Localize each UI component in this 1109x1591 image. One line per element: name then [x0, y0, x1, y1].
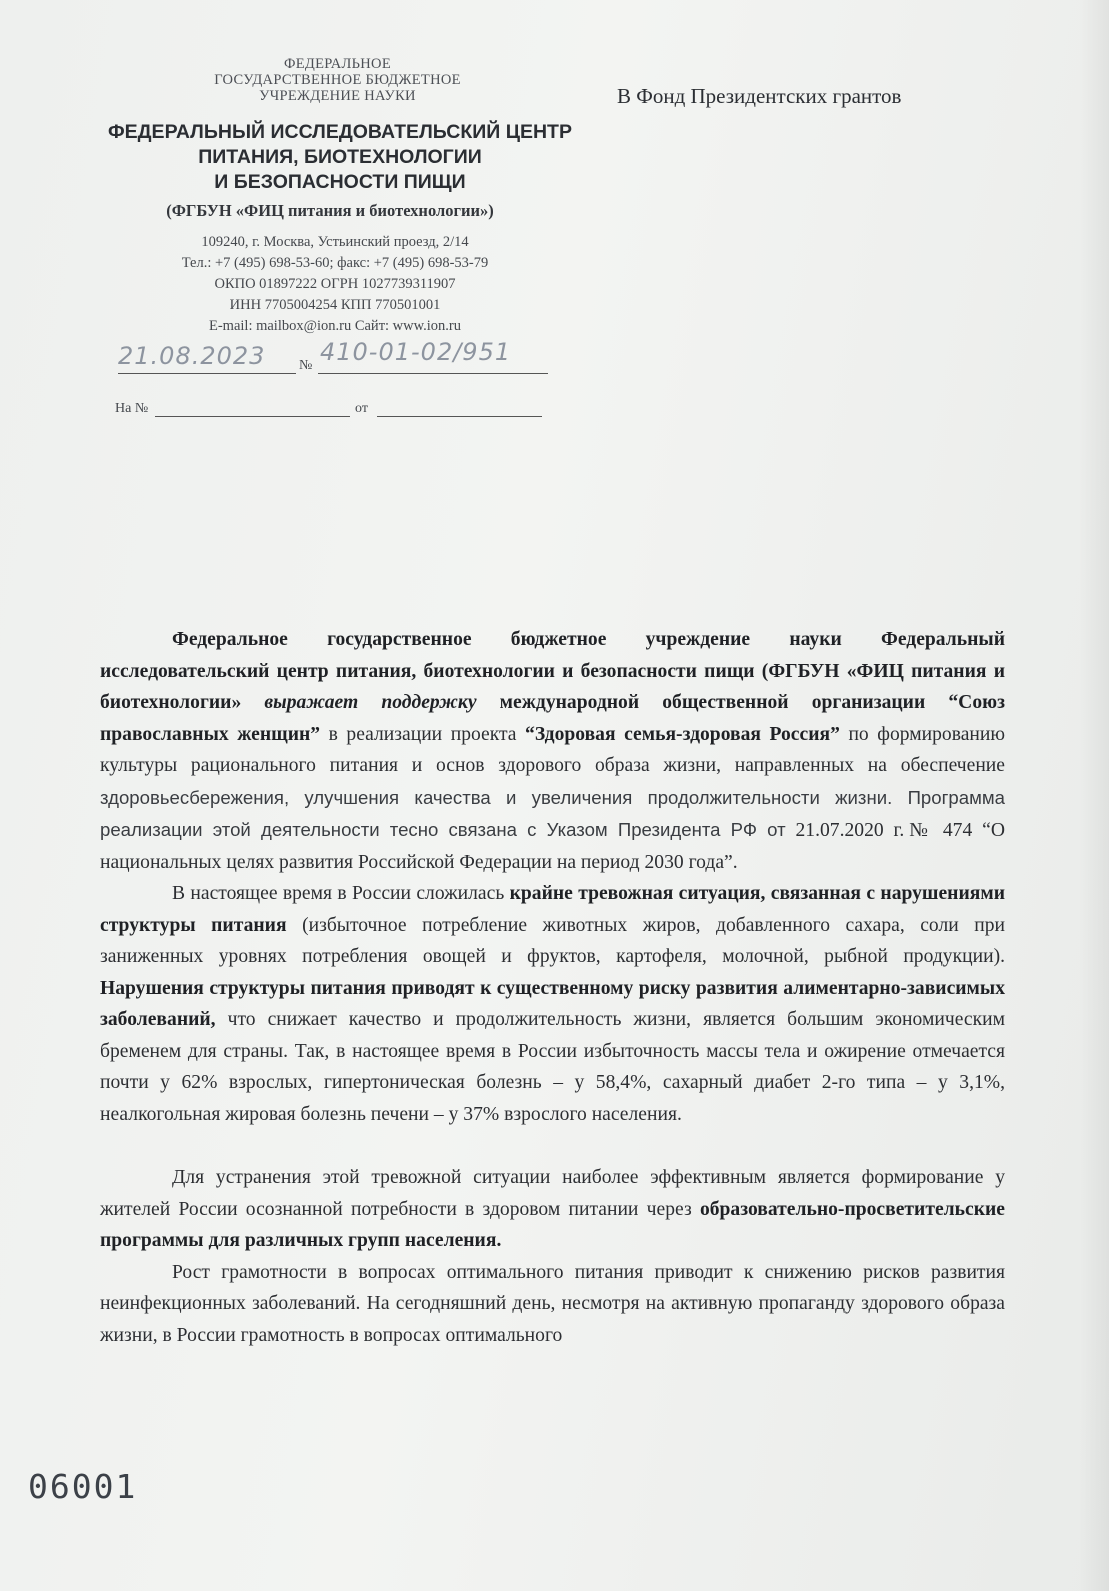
number-underline — [318, 373, 548, 374]
paragraph — [100, 878, 1005, 1130]
org-type-line: ФЕДЕРАЛЬНОЕ — [283, 56, 391, 72]
text: (избыточное потребление животных жиров, добавленного сахара, соли при заниженных уровнях потребления овощей и фруктов, картофеля, молочной, рыбной продукции). — [100, 914, 1005, 967]
contact-email: E-mail: mailbox@ion.ru Сайт: www.ion.ru — [208, 318, 462, 334]
registration-row — [118, 338, 548, 376]
text: что снижает качество и продолжительность жизни, является большим экономическим бременем для страны. Так, в настоящее время в России избыточность массы тела и ожирение отмечается почти у 62% взрослых, гипертоническая болезнь – у 58,4%, сахарный диабет 2-го типа – у 3,1%, неалкогольная жировая болезнь печени – у 37% взрослого населения. — [100, 1009, 1005, 1125]
bold-text: крайне тревожная ситуация, связанная с нарушениями структуры питания — [100, 883, 1005, 936]
bold-text: образовательно-просветительские программы для различных групп населения. — [100, 1198, 1005, 1251]
page-number-stamp: 06001 — [28, 1467, 138, 1506]
org-name-line: ПИТАНИЯ, БИОТЕХНОЛОГИИ — [198, 146, 482, 168]
paragraph — [100, 624, 1005, 878]
letter-body — [100, 624, 1005, 1351]
bold-text: “Здоровая семья-здоровая Россия” — [525, 723, 840, 745]
reference-date-underline — [377, 416, 542, 417]
italic-text: выражает поддержку — [264, 692, 477, 713]
org-type — [110, 56, 565, 104]
paragraph — [100, 1257, 1005, 1352]
paragraph — [100, 1162, 1005, 1257]
reference-from-label: от — [355, 401, 368, 416]
date-underline — [118, 373, 296, 374]
text: В настоящее время в России сложилась — [172, 883, 505, 904]
reference-label: На № — [115, 401, 149, 416]
contact-phone: Тел.: +7 (495) 698-53-60; факс: +7 (495) 698-53-79 — [181, 255, 489, 271]
number-sign: № — [299, 358, 313, 373]
org-type-line: УЧРЕЖДЕНИЕ НАУКИ — [259, 88, 416, 104]
bold-text: Федеральное государственное бюджетное учреждение науки Федеральный исследовательский центр питания, биотехнологии и безопасности пищи (ФГБУН «ФИЦ питания и биотехнологии» — [100, 629, 1005, 713]
text: Рост грамотности в вопросах оптимального питания приводит к снижению рисков развития неинфекционных заболеваний. На сегодняшний день, несмотря на активную пропаганду здорового образа жизни, в России грамотность в вопросах оптимального — [100, 1261, 1005, 1346]
contact-inn: ИНН 7705004254 КПП 770501001 — [229, 297, 441, 313]
org-name-line: И БЕЗОПАСНОСТИ ПИЩИ — [214, 171, 466, 193]
bold-text: международной общественной организации “Союз православных женщин” — [100, 692, 1005, 745]
paragraph-gap — [100, 1130, 1005, 1162]
text: 21.07.2020 г.№ 474 “О национальных целях развития Российской Федерации на период 2030 года”. — [100, 820, 1005, 873]
org-name — [55, 120, 625, 195]
contact-address: 109240, г. Москва, Устьинский проезд, 2/14 — [201, 234, 469, 250]
text: здоровьесбережения, улучшения качества и увеличения продолжительности жизни. Программа реализации этой деятельности тесно связана с Указом Президента РФ от — [100, 786, 1005, 840]
text: по формированию культуры рационального питания и основ здорового образа жизни, направленных на обеспечение — [100, 723, 1006, 776]
reference-underline — [155, 416, 350, 417]
contact-okpo: ОКПО 01897222 ОГРН 1027739311907 — [214, 276, 456, 292]
org-type-line: ГОСУДАРСТВЕННОЕ БЮДЖЕТНОЕ — [214, 72, 461, 88]
text: Для устранения этой тревожной ситуации наиболее эффективным является формирование у жителей России осознанной потребности в здоровом питании через — [100, 1167, 1005, 1220]
bold-text: Нарушения структуры питания приводят к существенному риску развития алиментарно-зависимых заболеваний, — [100, 977, 1005, 1030]
addressee: В Фонд Президентских грантов — [617, 84, 902, 108]
reference-row — [115, 401, 550, 421]
org-short-name: (ФГБУН «ФИЦ питания и биотехнологии») — [166, 201, 494, 220]
registration-date: 21.08.2023 — [118, 342, 266, 370]
paper-shadow — [1079, 0, 1109, 1591]
text: в реализации проекта — [328, 723, 517, 745]
org-name-line: ФЕДЕРАЛЬНЫЙ ИССЛЕДОВАТЕЛЬСКИЙ ЦЕНТР — [108, 121, 572, 143]
contact-block — [95, 232, 575, 337]
registration-number: 410-01-02/951 — [320, 338, 512, 366]
